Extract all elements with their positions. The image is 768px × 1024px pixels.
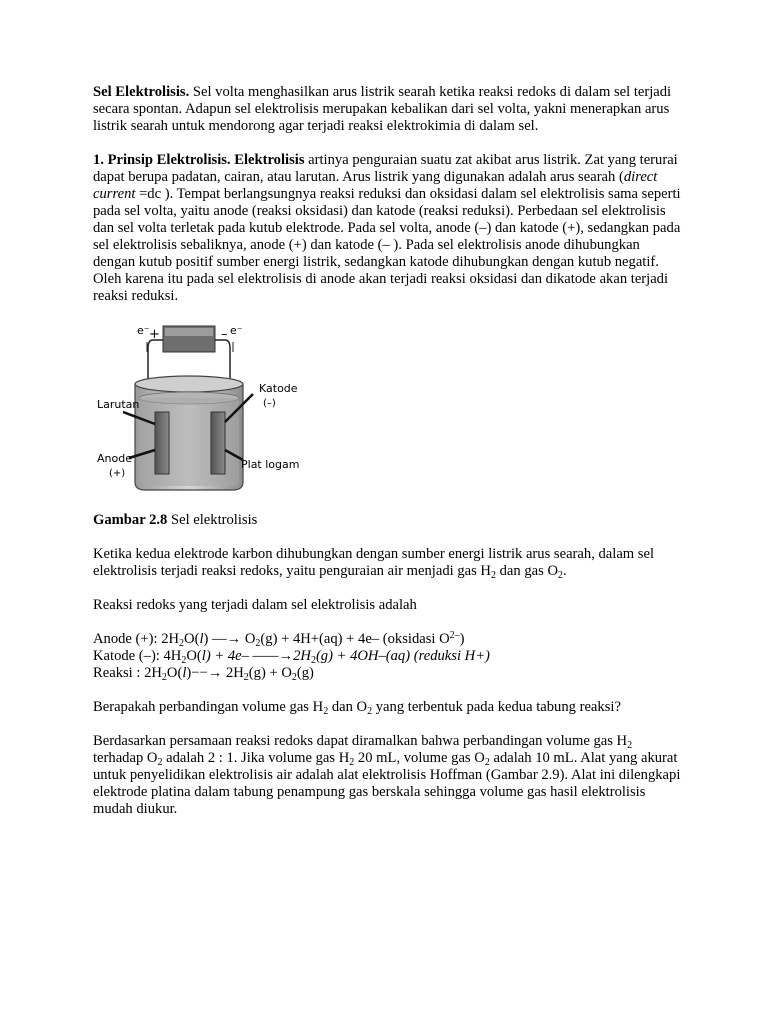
direct-current-term: direct current: [93, 169, 658, 202]
katode-sign-label: (–): [263, 398, 276, 409]
eq-text: O(: [184, 631, 200, 647]
cathode-plate-icon: [211, 412, 225, 474]
electron-right-label: e⁻: [230, 324, 243, 337]
karbon-paragraph: [93, 546, 683, 580]
subscript: 2: [490, 570, 496, 581]
anode-equation: [93, 631, 683, 648]
anode-label: Anode: [97, 452, 132, 465]
question-text: dan O: [328, 699, 368, 715]
subscript: 2: [484, 757, 490, 768]
eq-text: O(: [186, 648, 202, 664]
eq-italic: (g) + 4OH–(aq) (reduksi H+): [315, 648, 490, 664]
electrolysis-cell-figure: [93, 322, 313, 494]
answer-text: Berdasarkan persamaan reaksi redoks dapat diramalkan bahwa perbandingan volume gas H: [93, 733, 628, 749]
intro-paragraph: [93, 84, 683, 135]
question-text: yang terbentuk pada kedua tabung reaksi?: [372, 699, 621, 715]
subscript: 2: [161, 672, 167, 683]
katode-label: Katode: [259, 382, 298, 395]
reaksi-intro-paragraph: Reaksi redoks yang terjadi dalam sel elektrolisis adalah: [93, 597, 417, 613]
eq-text: Anode (+): 2H: [93, 631, 180, 647]
subscript: 2: [349, 757, 355, 768]
answer-text: 20 mL, volume gas O: [354, 750, 485, 766]
section1-text-a: artinya penguraian suatu zat akibat arus listrik. Zat yang terurai dapat berupa padatan, cairan, atau larutan. Arus listrik yang digunakan adalah arus searah (: [93, 152, 678, 185]
equations-block: [93, 631, 683, 682]
subscript: 2: [181, 655, 187, 666]
answer-text: terhadap O: [93, 750, 158, 766]
eq-text: ): [459, 631, 465, 647]
subscript: 2: [627, 740, 633, 751]
katode-equation: [93, 648, 683, 665]
subscript: 2: [323, 706, 329, 717]
eq-text: Katode (–): 4H: [93, 648, 182, 664]
intro-text: Sel volta menghasilkan arus listrik searah ketika reaksi redoks di dalam sel terjadi secara spontan. Adapun sel elektrolisis merupakan kebalikan dari sel volta, yakni menerapkan arus listrik searah untuk mendorong agar terjadi reaksi elektrokimia di dalam sel.: [93, 84, 672, 134]
caption-number: Gambar 2.8: [93, 512, 168, 528]
subscript: 2: [310, 655, 316, 666]
beaker-rim-icon: [135, 376, 243, 392]
eq-text: (g): [296, 665, 314, 681]
section1-text-b: =dc ). Tempat berlangsungnya reaksi reduksi dan oksidasi dalam sel elektrolisis sama seperti pada sel volta, yaitu anode (reaksi oksidasi) dan katode (reaksi reduksi). Perbedaan sel elektrolisis dan sel volta terletak pada kutub elektrode. Pada sel volta, anode (–) dan katode (+), sedangkan pada sel elektrolisis sebaliknya, anode (+) dan katode (– ). Pada sel elektrolisis anode dihubungkan dengan kutub positif sumber energi listrik, sedangkan katode dihubungkan dengan kutub negatif. Oleh karena itu pada sel elektrolisis di anode akan terjadi reaksi oksidasi dan dikatode akan terjadi reaksi reduksi.: [93, 186, 681, 304]
anode-sign-label: (+): [109, 468, 126, 479]
karbon-text-end: .: [562, 563, 567, 579]
eq-text: ) —→ O: [203, 631, 256, 647]
document-content: [93, 84, 683, 835]
larutan-label: Larutan: [97, 398, 140, 411]
eq-text: O(: [166, 665, 183, 681]
subscript: 2: [255, 638, 261, 649]
minus-sign: –: [221, 327, 228, 342]
eq-text: )−−→ 2H: [186, 665, 244, 681]
subscript: 2: [291, 672, 297, 683]
answer-text: adalah 2 : 1. Jika volume gas H: [162, 750, 350, 766]
eq-italic: ) + 4e– ——→2H: [205, 648, 311, 664]
answer-paragraph: [93, 733, 683, 818]
reaksi-equation: [93, 665, 683, 682]
subscript: 2: [179, 638, 185, 649]
question-paragraph: [93, 699, 683, 716]
intro-title: Sel Elektrolisis.: [93, 84, 190, 100]
subscript: 2: [367, 706, 373, 717]
plus-sign: +: [149, 327, 160, 342]
karbon-text-mid: dan gas O: [495, 563, 558, 579]
section1-heading: 1. Prinsip Elektrolisis. Elektrolisis: [93, 152, 305, 168]
eq-italic: l: [182, 665, 187, 681]
karbon-text: Ketika kedua elektrode karbon dihubungkan dengan sumber energi listrik arus searah, dalam sel elektrolisis terjadi reaksi redoks, yaitu penguraian air menjadi gas H: [93, 546, 655, 579]
eq-italic: l: [199, 631, 204, 647]
plat-logam-label: Plat logam: [241, 458, 300, 471]
figure-caption: [93, 512, 683, 529]
eq-text: (g) + 4H+(aq) + 4e– (oksidasi O: [260, 631, 450, 647]
caption-text: Sel elektrolisis: [167, 512, 258, 528]
subscript: 2: [557, 570, 563, 581]
section1-paragraph: [93, 152, 683, 305]
electrolysis-cell-diagram: [93, 322, 313, 494]
answer-text: adalah 10 mL. Alat yang akurat untuk penyelidikan elektrolisis air adalah alat elektrolisis Hoffman (Gambar 2.9). Alat ini dilengkapi elektrode platina dalam tabung penampung gas berskala sehingga volume gas hasil elektrolisis mudah diukur.: [93, 750, 681, 817]
electron-left-label: e⁻: [137, 324, 150, 337]
eq-italic: l: [201, 648, 206, 664]
anode-plate-icon: [155, 412, 169, 474]
eq-text: Reaksi : 2H: [93, 665, 162, 681]
question-text: Berapakah perbandingan volume gas H: [93, 699, 324, 715]
subscript: 2: [243, 672, 249, 683]
eq-text: (g) + O: [248, 665, 292, 681]
battery-top-icon: [165, 328, 213, 336]
subscript: 2: [157, 757, 163, 768]
superscript: 2–: [449, 630, 460, 641]
